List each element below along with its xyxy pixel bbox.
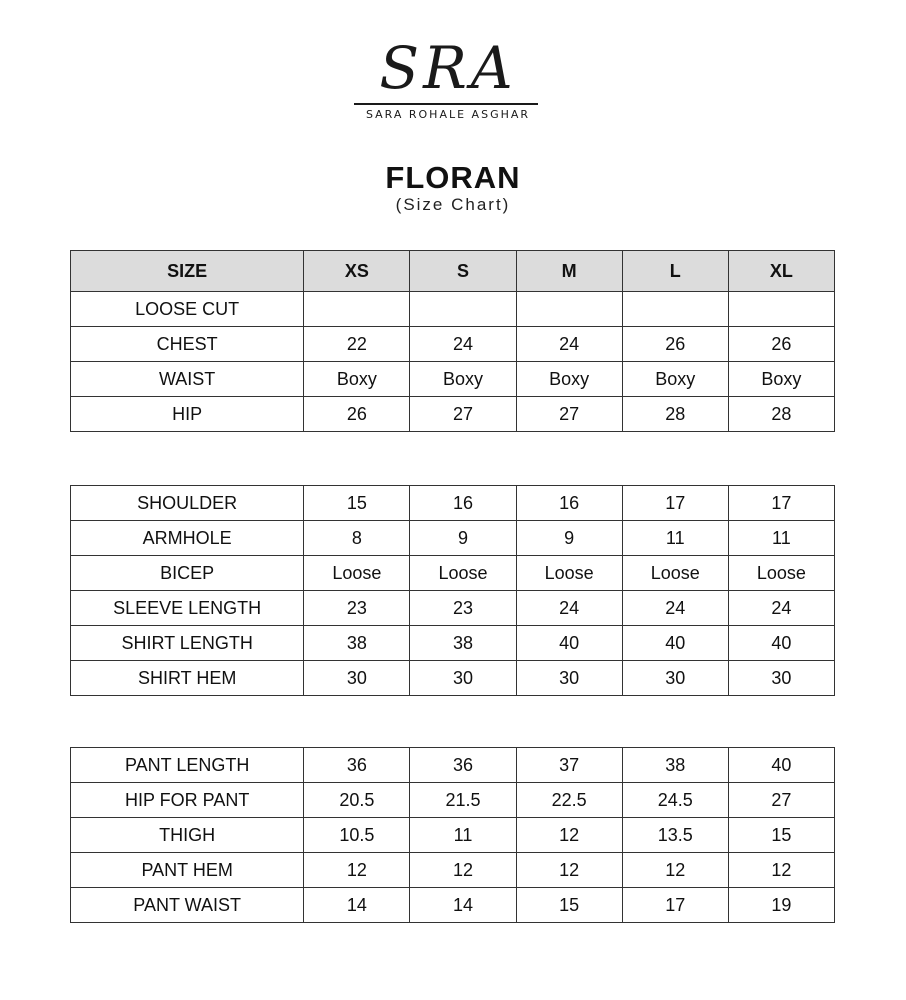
table-cell: 15 <box>728 818 834 853</box>
table-cell: 12 <box>304 853 410 888</box>
table-row <box>71 521 835 556</box>
table-cell: 12 <box>622 853 728 888</box>
table-cell: Loose <box>622 556 728 591</box>
header-size-l: L <box>622 251 728 292</box>
table-cell: 36 <box>304 748 410 783</box>
table-cell: 11 <box>728 521 834 556</box>
table-cell: 30 <box>622 661 728 696</box>
row-label: THIGH <box>71 818 304 853</box>
table-row <box>71 661 835 696</box>
brand-monogram: SRA <box>379 34 517 102</box>
table-cell: 40 <box>728 626 834 661</box>
table-row <box>71 362 835 397</box>
table-cell: 17 <box>622 888 728 923</box>
table-cell: 22.5 <box>516 783 622 818</box>
table-cell: 40 <box>728 748 834 783</box>
table-cell: Loose <box>304 556 410 591</box>
table-cell: 11 <box>410 818 516 853</box>
table-row <box>71 292 835 327</box>
table-cell: 24 <box>410 327 516 362</box>
table-cell: 9 <box>516 521 622 556</box>
table-row <box>71 486 835 521</box>
table-cell: 27 <box>410 397 516 432</box>
table-cell: 30 <box>304 661 410 696</box>
table-cell <box>622 292 728 327</box>
table-cell: 8 <box>304 521 410 556</box>
table-cell: 40 <box>622 626 728 661</box>
table-cell <box>728 292 834 327</box>
table-cell: 28 <box>622 397 728 432</box>
table-cell: Boxy <box>728 362 834 397</box>
table-cell: 30 <box>728 661 834 696</box>
table-cell: 20.5 <box>304 783 410 818</box>
row-label: PANT HEM <box>71 853 304 888</box>
table-row <box>71 818 835 853</box>
row-label: ARMHOLE <box>71 521 304 556</box>
table-cell: 24 <box>516 591 622 626</box>
row-label: LOOSE CUT <box>71 292 304 327</box>
table-cell: 23 <box>410 591 516 626</box>
table-cell: 17 <box>728 486 834 521</box>
table-cell: 16 <box>516 486 622 521</box>
table-cell: Boxy <box>304 362 410 397</box>
table-cell <box>410 292 516 327</box>
table-cell: 28 <box>728 397 834 432</box>
table-cell: 26 <box>304 397 410 432</box>
table-cell: Boxy <box>410 362 516 397</box>
row-label: CHEST <box>71 327 304 362</box>
header-size-xl: XL <box>728 251 834 292</box>
table-cell: 13.5 <box>622 818 728 853</box>
table-row <box>71 397 835 432</box>
row-label: SHIRT HEM <box>71 661 304 696</box>
header-size-s: S <box>410 251 516 292</box>
table-cell: Loose <box>410 556 516 591</box>
table-cell: 12 <box>516 818 622 853</box>
table-cell: 23 <box>304 591 410 626</box>
table-cell: 26 <box>622 327 728 362</box>
row-label: BICEP <box>71 556 304 591</box>
table-cell: 24 <box>622 591 728 626</box>
table-row <box>71 327 835 362</box>
table-row <box>71 591 835 626</box>
table-cell: 40 <box>516 626 622 661</box>
header-row <box>71 251 835 292</box>
table-cell: 24 <box>728 591 834 626</box>
table-cell: 30 <box>516 661 622 696</box>
table-cell: 24 <box>516 327 622 362</box>
header-size-label: SIZE <box>71 251 304 292</box>
table-cell: 19 <box>728 888 834 923</box>
table-cell: 22 <box>304 327 410 362</box>
row-label: SLEEVE LENGTH <box>71 591 304 626</box>
size-table-pant <box>70 747 835 923</box>
table-row <box>71 853 835 888</box>
table-cell: 38 <box>622 748 728 783</box>
table-cell: Loose <box>516 556 622 591</box>
table-cell <box>516 292 622 327</box>
row-label: WAIST <box>71 362 304 397</box>
table-cell: 21.5 <box>410 783 516 818</box>
table-cell: 24.5 <box>622 783 728 818</box>
table-cell: Boxy <box>622 362 728 397</box>
table-cell: 12 <box>516 853 622 888</box>
table-cell: 38 <box>304 626 410 661</box>
table-row <box>71 888 835 923</box>
table-cell: 12 <box>728 853 834 888</box>
table-row <box>71 626 835 661</box>
table-row <box>71 748 835 783</box>
table-row <box>71 556 835 591</box>
table-cell: 26 <box>728 327 834 362</box>
header-size-xs: XS <box>304 251 410 292</box>
size-table-shirt <box>70 485 835 696</box>
table-cell: Loose <box>728 556 834 591</box>
table-cell: 15 <box>304 486 410 521</box>
table-cell: 14 <box>304 888 410 923</box>
page-title: FLORAN <box>385 160 521 195</box>
row-label: PANT WAIST <box>71 888 304 923</box>
table-cell: 14 <box>410 888 516 923</box>
table-cell <box>304 292 410 327</box>
row-label: SHIRT LENGTH <box>71 626 304 661</box>
table-cell: 15 <box>516 888 622 923</box>
table-cell: Boxy <box>516 362 622 397</box>
table-cell: 30 <box>410 661 516 696</box>
table-cell: 9 <box>410 521 516 556</box>
table-cell: 36 <box>410 748 516 783</box>
row-label: HIP <box>71 397 304 432</box>
row-label: PANT LENGTH <box>71 748 304 783</box>
table-cell: 27 <box>728 783 834 818</box>
row-label: HIP FOR PANT <box>71 783 304 818</box>
table-cell: 17 <box>622 486 728 521</box>
row-label: SHOULDER <box>71 486 304 521</box>
table-cell: 16 <box>410 486 516 521</box>
table-cell: 11 <box>622 521 728 556</box>
table-cell: 12 <box>410 853 516 888</box>
size-table-top <box>70 250 835 432</box>
header-size-m: M <box>516 251 622 292</box>
table-cell: 10.5 <box>304 818 410 853</box>
table-cell: 37 <box>516 748 622 783</box>
table-row <box>71 783 835 818</box>
brand-name: SARA ROHALE ASGHAR <box>365 108 531 121</box>
table-cell: 38 <box>410 626 516 661</box>
table-cell: 27 <box>516 397 622 432</box>
brand-logo <box>348 36 548 128</box>
page-subtitle: (Size Chart) <box>395 195 511 214</box>
